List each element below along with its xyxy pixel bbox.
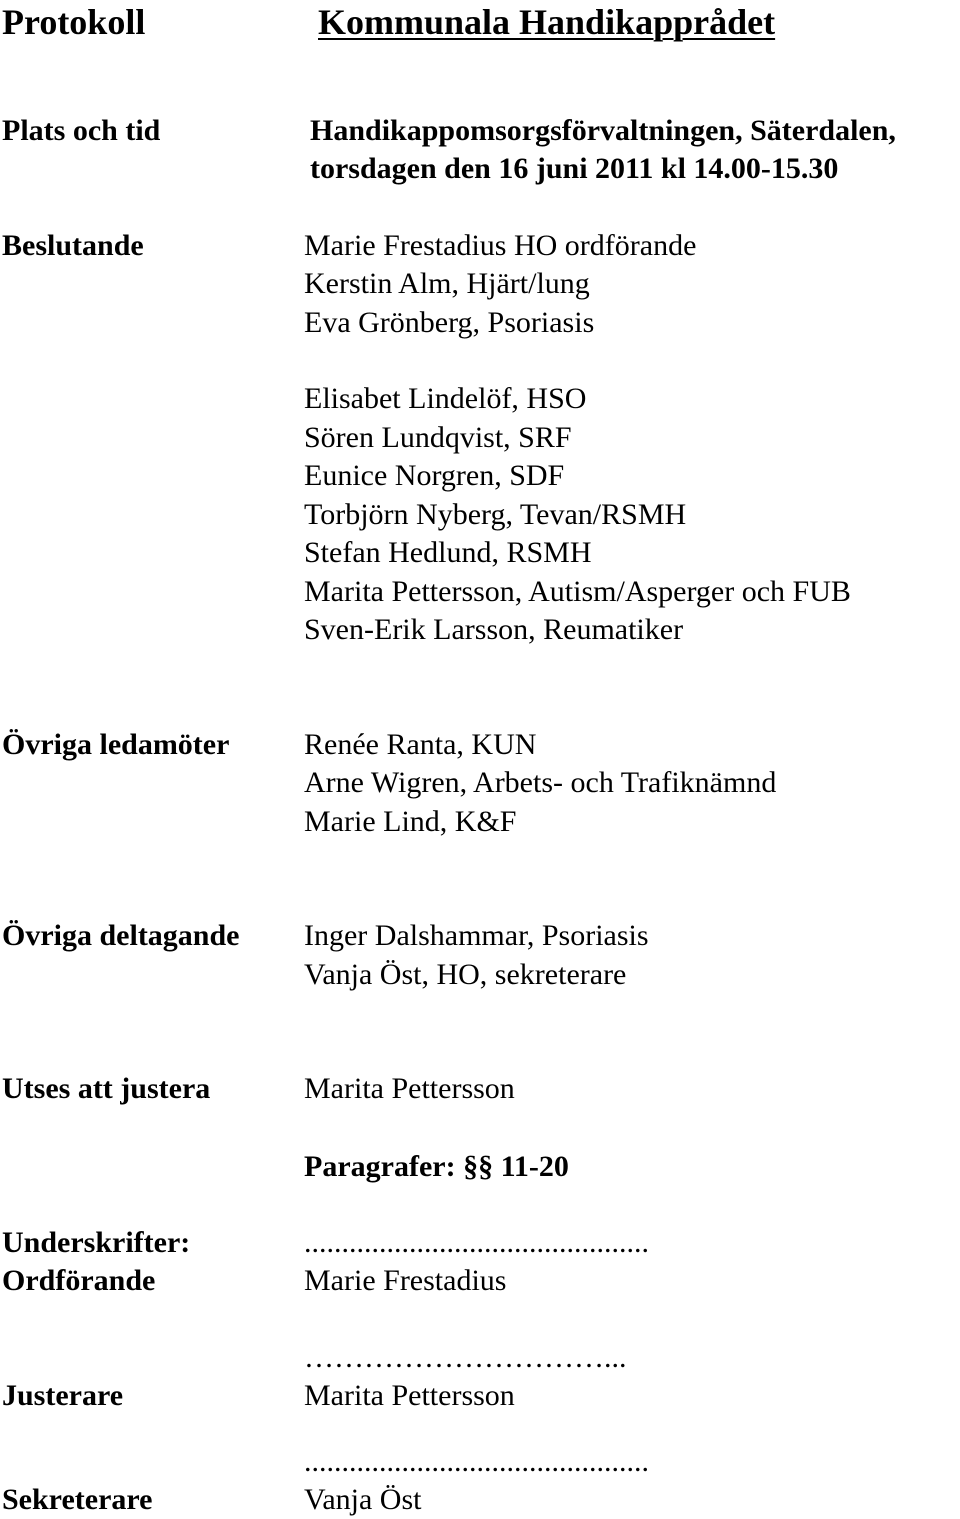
decision-maker-item: Eva Grönberg, Psoriasis: [304, 306, 595, 339]
chair-name: Marie Frestadius: [304, 1264, 507, 1297]
adjuster-signature-name: Marita Pettersson: [304, 1379, 515, 1412]
doc-type-title: Protokoll: [2, 2, 146, 42]
other-participant-item: Vanja Öst, HO, sekreterare: [304, 958, 627, 991]
chair-signature-line: ..............................................: [304, 1226, 649, 1259]
signatures-heading: Underskrifter:: [2, 1226, 191, 1259]
decision-maker-item: Marie Frestadius HO ordförande: [304, 229, 697, 262]
decision-maker-item: Torbjörn Nyberg, Tevan/RSMH: [304, 498, 687, 531]
place-time-label: Plats och tid: [2, 114, 161, 147]
other-members-label: Övriga ledamöter: [2, 728, 230, 761]
chair-role-label: Ordförande: [2, 1264, 156, 1297]
other-member-item: Marie Lind, K&F: [304, 805, 517, 838]
adjuster-role-label: Justerare: [2, 1379, 124, 1412]
adjuster-signature-line: …………………………...: [304, 1341, 627, 1374]
decision-maker-item: Elisabet Lindelöf, HSO: [304, 382, 587, 415]
decision-maker-item: Sören Lundqvist, SRF: [304, 421, 572, 454]
other-participants-label: Övriga deltagande: [2, 919, 240, 952]
decision-maker-item: Kerstin Alm, Hjärt/lung: [304, 267, 590, 300]
other-member-item: Renée Ranta, KUN: [304, 728, 537, 761]
secretary-role-label: Sekreterare: [2, 1483, 153, 1516]
decision-maker-item: Eunice Norgren, SDF: [304, 459, 565, 492]
paragraphs-text: Paragrafer: §§ 11-20: [304, 1150, 569, 1183]
place-time-line-1: Handikappomsorgsförvaltningen, Säterdalen,: [310, 114, 896, 147]
place-time-line-2: torsdagen den 16 juni 2011 kl 14.00-15.30: [310, 152, 839, 185]
decision-maker-item: Stefan Hedlund, RSMH: [304, 536, 592, 569]
other-participant-item: Inger Dalshammar, Psoriasis: [304, 919, 649, 952]
adjuster-label: Utses att justera: [2, 1072, 211, 1105]
organization-title: Kommunala Handikapprådet: [318, 2, 776, 42]
secretary-name: Vanja Öst: [304, 1483, 422, 1516]
secretary-signature-line: ..............................................: [304, 1445, 649, 1478]
decision-maker-item: Sven-Erik Larsson, Reumatiker: [304, 613, 684, 646]
other-member-item: Arne Wigren, Arbets- och Trafiknämnd: [304, 766, 777, 799]
decision-makers-label: Beslutande: [2, 229, 144, 262]
adjuster-name: Marita Pettersson: [304, 1072, 515, 1105]
decision-maker-item: Marita Pettersson, Autism/Asperger och FUB: [304, 575, 851, 608]
